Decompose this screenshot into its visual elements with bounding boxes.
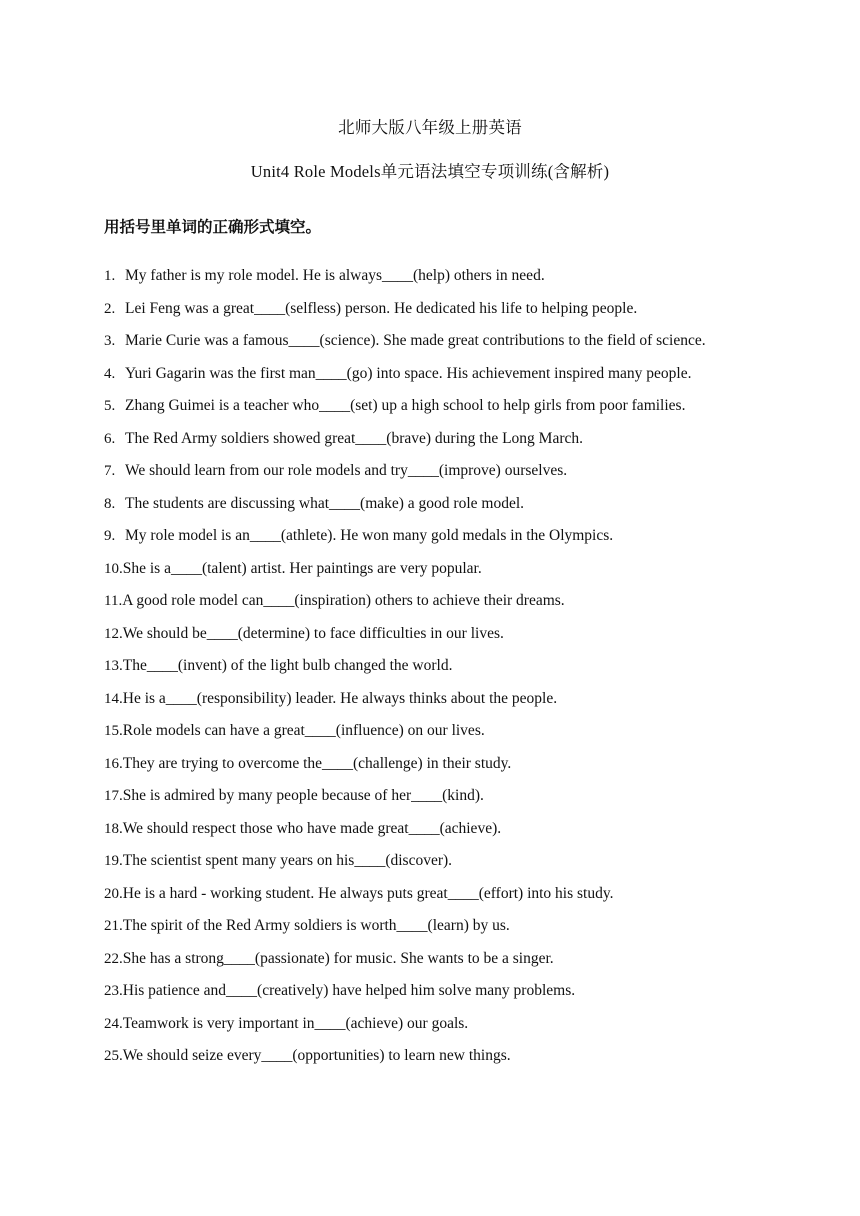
question-text: She has a strong____(passionate) for music. She wants to be a singer. bbox=[122, 949, 554, 967]
question-item bbox=[104, 329, 774, 353]
exercise-instruction: 用括号里单词的正确形式填空。 bbox=[104, 218, 322, 236]
question-text: We should learn from our role models and try____(improve) ourselves. bbox=[125, 462, 568, 479]
question-text: Lei Feng was a great____(selfless) person. He dedicated his life to helping people. bbox=[125, 299, 638, 317]
question-item bbox=[104, 622, 774, 646]
question-text: Marie Curie was a famous____(science). She made great contributions to the field of science. bbox=[125, 332, 706, 349]
question-number: 9. bbox=[104, 528, 116, 544]
question-number: 4. bbox=[104, 365, 116, 382]
question-text: His patience and____(creatively) have helped him solve many problems. bbox=[122, 982, 576, 999]
question-text: The Red Army soldiers showed great____(brave) during the Long March. bbox=[125, 429, 583, 447]
question-number: 11. bbox=[104, 593, 123, 609]
question-item bbox=[104, 557, 774, 581]
question-number: 23. bbox=[104, 983, 123, 999]
question-number: 1. bbox=[104, 268, 116, 284]
question-item bbox=[104, 1012, 774, 1036]
question-item bbox=[104, 589, 774, 613]
question-text: The scientist spent many years on his____(discover). bbox=[122, 852, 453, 869]
question-text: They are trying to overcome the____(challenge) in their study. bbox=[122, 754, 512, 772]
question-number: 15. bbox=[104, 723, 123, 739]
question-number: 16. bbox=[104, 755, 123, 772]
question-item bbox=[104, 492, 774, 516]
question-text: The spirit of the Red Army soldiers is worth____(learn) by us. bbox=[122, 917, 510, 934]
question-item bbox=[104, 264, 774, 288]
question-number: 19. bbox=[104, 853, 123, 869]
question-item bbox=[104, 719, 774, 743]
question-number: 3. bbox=[104, 333, 116, 349]
question-number: 18. bbox=[104, 820, 123, 837]
question-text: The students are discussing what____(make) a good role model. bbox=[125, 494, 525, 512]
question-item bbox=[104, 979, 774, 1003]
question-number: 12. bbox=[104, 625, 123, 642]
question-item bbox=[104, 524, 774, 548]
question-number: 7. bbox=[104, 463, 116, 479]
question-item bbox=[104, 297, 774, 321]
question-text: My father is my role model. He is always____(help) others in need. bbox=[125, 267, 545, 284]
question-item bbox=[104, 654, 774, 678]
question-item bbox=[104, 947, 774, 971]
question-number: 13. bbox=[104, 658, 123, 674]
question-item bbox=[104, 849, 774, 873]
question-number: 10. bbox=[104, 560, 123, 577]
question-text: Role models can have a great____(influence) on our lives. bbox=[122, 722, 485, 739]
question-text: He is a hard - working student. He always puts great____(effort) into his study. bbox=[122, 884, 614, 902]
question-item bbox=[104, 427, 774, 451]
question-number: 2. bbox=[104, 300, 116, 317]
question-text: Teamwork is very important in____(achieve) our goals. bbox=[122, 1014, 469, 1032]
question-item bbox=[104, 882, 774, 906]
document-subtitle: Unit4 Role Models单元语法填空专项训练(含解析) bbox=[250, 162, 610, 181]
question-text: The____(invent) of the light bulb changed the world. bbox=[122, 657, 453, 674]
question-text: We should be____(determine) to face difficulties in our lives. bbox=[122, 624, 504, 642]
question-text: Zhang Guimei is a teacher who____(set) up a high school to help girls from poor families. bbox=[125, 397, 686, 414]
question-text: She is a____(talent) artist. Her paintings are very popular. bbox=[122, 559, 482, 577]
question-item bbox=[104, 687, 774, 711]
question-number: 8. bbox=[104, 495, 116, 512]
question-number: 5. bbox=[104, 398, 116, 414]
question-number: 25. bbox=[104, 1048, 123, 1064]
question-number: 21. bbox=[104, 918, 123, 934]
question-item bbox=[104, 362, 774, 386]
question-text: We should respect those who have made great____(achieve). bbox=[122, 819, 502, 837]
question-item bbox=[104, 817, 774, 841]
question-list bbox=[104, 264, 774, 1077]
question-item bbox=[104, 394, 774, 418]
question-text: My role model is an____(athlete). He won many gold medals in the Olympics. bbox=[125, 527, 614, 544]
question-item bbox=[104, 784, 774, 808]
question-item bbox=[104, 752, 774, 776]
question-number: 6. bbox=[104, 430, 116, 447]
question-item bbox=[104, 1044, 774, 1068]
document-title: 北师大版八年级上册英语 bbox=[338, 118, 522, 137]
question-number: 24. bbox=[104, 1015, 123, 1032]
question-text: He is a____(responsibility) leader. He always thinks about the people. bbox=[122, 689, 558, 707]
question-number: 20. bbox=[104, 885, 123, 902]
question-number: 22. bbox=[104, 950, 123, 967]
question-text: Yuri Gagarin was the first man____(go) into space. His achievement inspired many people. bbox=[125, 364, 692, 382]
question-text: A good role model can____(inspiration) others to achieve their dreams. bbox=[122, 592, 565, 609]
question-number: 17. bbox=[104, 788, 123, 804]
question-text: She is admired by many people because of her____(kind). bbox=[122, 787, 484, 804]
question-item bbox=[104, 914, 774, 938]
question-item bbox=[104, 459, 774, 483]
question-number: 14. bbox=[104, 690, 123, 707]
question-text: We should seize every____(opportunities) to learn new things. bbox=[122, 1047, 511, 1064]
